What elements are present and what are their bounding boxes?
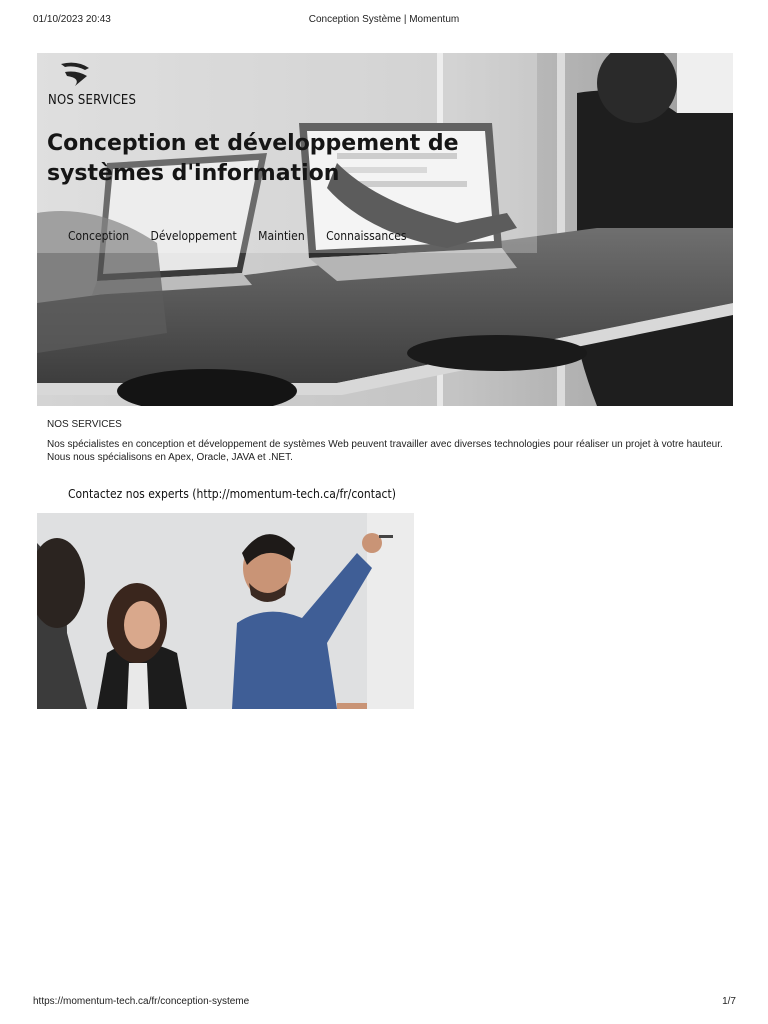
- print-datetime: 01/10/2023 20:43: [33, 14, 111, 25]
- intro-paragraph-1: Nos spécialistes en conception et développement de systèmes Web peuvent travailler avec diverses technologies pour réaliser un projet à votre hauteur.: [47, 439, 723, 450]
- service-tabs: [68, 229, 424, 243]
- hero-eyebrow: NOS SERVICES: [48, 93, 137, 108]
- tab-developpement[interactable]: Développement: [150, 229, 237, 243]
- print-page-number: 1/7: [722, 996, 736, 1007]
- team-photo-illustration: [37, 513, 414, 709]
- intro-paragraph-2: Nous nous spécialisons en Apex, Oracle, JAVA et .NET.: [47, 452, 293, 463]
- print-url[interactable]: https://momentum-tech.ca/fr/conception-systeme: [33, 996, 250, 1007]
- hero-heading-line1: Conception et développement de: [47, 131, 459, 156]
- momentum-logo-icon[interactable]: [57, 58, 93, 88]
- hero-heading-line2: systèmes d'information: [47, 161, 340, 186]
- hero-heading: [47, 129, 567, 189]
- print-header: [0, 14, 768, 30]
- tab-connaissances[interactable]: Connaissances: [326, 229, 407, 243]
- section-label: NOS SERVICES: [47, 419, 122, 430]
- contact-experts-link[interactable]: Contactez nos experts (http://momentum-tech.ca/fr/contact): [68, 487, 396, 501]
- tab-maintien[interactable]: Maintien: [258, 229, 305, 243]
- tab-conception[interactable]: Conception: [68, 229, 130, 243]
- print-page-title: Conception Système | Momentum: [308, 14, 460, 25]
- team-photo: [37, 513, 414, 709]
- intro-text: [47, 438, 727, 464]
- hero-banner: [37, 53, 733, 406]
